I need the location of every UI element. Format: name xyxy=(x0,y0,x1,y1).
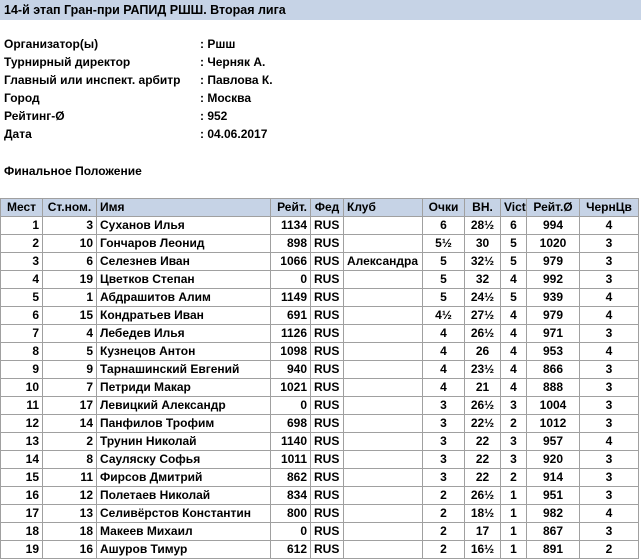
cell-points: 4 xyxy=(423,325,465,343)
cell-points: 5½ xyxy=(423,235,465,253)
cell-federation: RUS xyxy=(311,271,344,289)
cell-federation: RUS xyxy=(311,289,344,307)
info-label: Город xyxy=(4,91,40,105)
cell-federation: RUS xyxy=(311,235,344,253)
cell-club xyxy=(344,379,423,397)
table-row xyxy=(1,379,639,397)
cell-club xyxy=(344,541,423,559)
cell-buchholz: 30 xyxy=(465,235,501,253)
cell-place: 17 xyxy=(1,505,43,523)
table-row xyxy=(1,523,639,541)
cell-club xyxy=(344,415,423,433)
cell-black-white: 3 xyxy=(580,253,639,271)
table-row xyxy=(1,271,639,289)
table-row xyxy=(1,343,639,361)
cell-rating: 691 xyxy=(271,307,311,325)
cell-federation: RUS xyxy=(311,433,344,451)
cell-black-white: 3 xyxy=(580,523,639,541)
cell-avg-rating: 953 xyxy=(527,343,580,361)
cell-buchholz: 28½ xyxy=(465,217,501,235)
cell-buchholz: 26 xyxy=(465,343,501,361)
cell-federation: RUS xyxy=(311,217,344,235)
cell-name: Ашуров Тимур xyxy=(97,541,271,559)
cell-black-white: 4 xyxy=(580,307,639,325)
cell-name: Селивёрстов Константин xyxy=(97,505,271,523)
cell-federation: RUS xyxy=(311,307,344,325)
cell-black-white: 3 xyxy=(580,451,639,469)
column-header-club: Клуб xyxy=(344,199,423,217)
cell-buchholz: 16½ xyxy=(465,541,501,559)
info-value: : Москва xyxy=(200,91,252,105)
column-header-avg-rating: Рейт.Ø xyxy=(527,199,580,217)
cell-club xyxy=(344,361,423,379)
cell-start-number: 6 xyxy=(43,253,97,271)
cell-place: 8 xyxy=(1,343,43,361)
cell-place: 1 xyxy=(1,217,43,235)
cell-start-number: 11 xyxy=(43,469,97,487)
cell-name: Селезнев Иван xyxy=(97,253,271,271)
cell-victories: 5 xyxy=(501,253,527,271)
info-label: Организатор(ы) xyxy=(4,37,99,51)
info-value: : 952 xyxy=(200,109,228,123)
cell-start-number: 17 xyxy=(43,397,97,415)
cell-buchholz: 22 xyxy=(465,469,501,487)
cell-start-number: 4 xyxy=(43,325,97,343)
cell-start-number: 3 xyxy=(43,217,97,235)
cell-rating: 898 xyxy=(271,235,311,253)
cell-avg-rating: 867 xyxy=(527,523,580,541)
cell-name: Панфилов Трофим xyxy=(97,415,271,433)
cell-black-white: 3 xyxy=(580,415,639,433)
cell-avg-rating: 982 xyxy=(527,505,580,523)
cell-start-number: 14 xyxy=(43,415,97,433)
section-title: Финальное Положение xyxy=(4,164,142,178)
cell-start-number: 2 xyxy=(43,433,97,451)
cell-avg-rating: 957 xyxy=(527,433,580,451)
cell-buchholz: 32 xyxy=(465,271,501,289)
cell-name: Лебедев Илья xyxy=(97,325,271,343)
cell-federation: RUS xyxy=(311,253,344,271)
cell-victories: 4 xyxy=(501,325,527,343)
info-label: Рейтинг-Ø xyxy=(4,109,65,123)
cell-points: 6 xyxy=(423,217,465,235)
cell-name: Цветков Степан xyxy=(97,271,271,289)
column-header-rating: Рейт. xyxy=(271,199,311,217)
cell-federation: RUS xyxy=(311,397,344,415)
table-row xyxy=(1,325,639,343)
cell-place: 3 xyxy=(1,253,43,271)
cell-buchholz: 18½ xyxy=(465,505,501,523)
cell-avg-rating: 979 xyxy=(527,307,580,325)
cell-buchholz: 22 xyxy=(465,451,501,469)
cell-place: 9 xyxy=(1,361,43,379)
cell-avg-rating: 1020 xyxy=(527,235,580,253)
table-row xyxy=(1,217,639,235)
cell-name: Петриди Макар xyxy=(97,379,271,397)
table-row xyxy=(1,487,639,505)
cell-place: 11 xyxy=(1,397,43,415)
cell-rating: 1149 xyxy=(271,289,311,307)
cell-federation: RUS xyxy=(311,379,344,397)
column-header-buchholz: ВН. xyxy=(465,199,501,217)
info-value: : 04.06.2017 xyxy=(200,127,268,141)
cell-club xyxy=(344,433,423,451)
cell-victories: 5 xyxy=(501,289,527,307)
cell-buchholz: 27½ xyxy=(465,307,501,325)
info-row xyxy=(4,125,273,143)
table-row xyxy=(1,235,639,253)
table-row xyxy=(1,541,639,559)
cell-name: Сауляску Софья xyxy=(97,451,271,469)
cell-points: 3 xyxy=(423,415,465,433)
cell-buchholz: 22 xyxy=(465,433,501,451)
cell-victories: 1 xyxy=(501,541,527,559)
cell-rating: 0 xyxy=(271,523,311,541)
cell-buchholz: 17 xyxy=(465,523,501,541)
cell-black-white: 4 xyxy=(580,289,639,307)
cell-name: Кондратьев Иван xyxy=(97,307,271,325)
cell-federation: RUS xyxy=(311,451,344,469)
cell-club xyxy=(344,523,423,541)
column-header-black-white: ЧернЦв xyxy=(580,199,639,217)
cell-black-white: 3 xyxy=(580,235,639,253)
cell-victories: 1 xyxy=(501,505,527,523)
cell-federation: RUS xyxy=(311,523,344,541)
cell-place: 16 xyxy=(1,487,43,505)
cell-federation: RUS xyxy=(311,487,344,505)
cell-victories: 4 xyxy=(501,271,527,289)
cell-points: 2 xyxy=(423,523,465,541)
cell-victories: 5 xyxy=(501,235,527,253)
cell-start-number: 19 xyxy=(43,271,97,289)
cell-black-white: 3 xyxy=(580,325,639,343)
table-row xyxy=(1,505,639,523)
cell-club xyxy=(344,469,423,487)
cell-points: 2 xyxy=(423,487,465,505)
cell-rating: 834 xyxy=(271,487,311,505)
tournament-info xyxy=(4,35,273,143)
table-row xyxy=(1,253,639,271)
cell-rating: 1021 xyxy=(271,379,311,397)
cell-avg-rating: 914 xyxy=(527,469,580,487)
cell-name: Левицкий Александр xyxy=(97,397,271,415)
cell-avg-rating: 920 xyxy=(527,451,580,469)
cell-club xyxy=(344,235,423,253)
cell-place: 12 xyxy=(1,415,43,433)
cell-name: Макеев Михаил xyxy=(97,523,271,541)
column-header-place: Мест xyxy=(1,199,43,217)
cell-club xyxy=(344,397,423,415)
column-header-victories: Vict xyxy=(501,199,527,217)
cell-rating: 1134 xyxy=(271,217,311,235)
cell-victories: 1 xyxy=(501,523,527,541)
cell-black-white: 2 xyxy=(580,541,639,559)
cell-points: 2 xyxy=(423,505,465,523)
cell-buchholz: 26½ xyxy=(465,487,501,505)
cell-rating: 0 xyxy=(271,397,311,415)
cell-club xyxy=(344,487,423,505)
cell-victories: 6 xyxy=(501,217,527,235)
cell-name: Тарнашинский Евгений xyxy=(97,361,271,379)
cell-rating: 612 xyxy=(271,541,311,559)
cell-place: 6 xyxy=(1,307,43,325)
cell-black-white: 3 xyxy=(580,487,639,505)
cell-buchholz: 24½ xyxy=(465,289,501,307)
cell-start-number: 16 xyxy=(43,541,97,559)
cell-black-white: 4 xyxy=(580,343,639,361)
page-title: 14-й этап Гран-при РАПИД РШШ. Вторая лига xyxy=(0,0,641,20)
cell-rating: 698 xyxy=(271,415,311,433)
info-row xyxy=(4,53,273,71)
cell-avg-rating: 979 xyxy=(527,253,580,271)
cell-club xyxy=(344,343,423,361)
info-row xyxy=(4,71,273,89)
cell-black-white: 3 xyxy=(580,361,639,379)
cell-points: 2 xyxy=(423,541,465,559)
cell-black-white: 3 xyxy=(580,271,639,289)
cell-points: 5 xyxy=(423,289,465,307)
cell-start-number: 5 xyxy=(43,343,97,361)
cell-name: Гончаров Леонид xyxy=(97,235,271,253)
cell-federation: RUS xyxy=(311,343,344,361)
cell-avg-rating: 939 xyxy=(527,289,580,307)
cell-rating: 1098 xyxy=(271,343,311,361)
cell-avg-rating: 951 xyxy=(527,487,580,505)
cell-name: Суханов Илья xyxy=(97,217,271,235)
column-header-start-number: Ст.ном. xyxy=(43,199,97,217)
cell-buchholz: 26½ xyxy=(465,325,501,343)
cell-club xyxy=(344,451,423,469)
column-header-name: Имя xyxy=(97,199,271,217)
table-header-row xyxy=(1,199,639,217)
cell-victories: 3 xyxy=(501,451,527,469)
cell-place: 5 xyxy=(1,289,43,307)
cell-start-number: 1 xyxy=(43,289,97,307)
cell-place: 18 xyxy=(1,523,43,541)
cell-points: 4 xyxy=(423,379,465,397)
table-row xyxy=(1,451,639,469)
cell-club xyxy=(344,289,423,307)
cell-victories: 4 xyxy=(501,379,527,397)
cell-federation: RUS xyxy=(311,469,344,487)
cell-start-number: 12 xyxy=(43,487,97,505)
cell-avg-rating: 891 xyxy=(527,541,580,559)
info-row xyxy=(4,89,273,107)
cell-club xyxy=(344,271,423,289)
cell-victories: 2 xyxy=(501,415,527,433)
cell-place: 10 xyxy=(1,379,43,397)
cell-federation: RUS xyxy=(311,505,344,523)
cell-black-white: 4 xyxy=(580,217,639,235)
cell-start-number: 7 xyxy=(43,379,97,397)
table-row xyxy=(1,397,639,415)
cell-club: Александра xyxy=(344,253,423,271)
cell-black-white: 3 xyxy=(580,379,639,397)
cell-victories: 1 xyxy=(501,487,527,505)
cell-points: 3 xyxy=(423,451,465,469)
cell-rating: 1140 xyxy=(271,433,311,451)
cell-buchholz: 32½ xyxy=(465,253,501,271)
cell-place: 19 xyxy=(1,541,43,559)
cell-points: 4 xyxy=(423,361,465,379)
cell-club xyxy=(344,217,423,235)
cell-club xyxy=(344,325,423,343)
cell-name: Абдрашитов Алим xyxy=(97,289,271,307)
cell-black-white: 4 xyxy=(580,505,639,523)
cell-rating: 800 xyxy=(271,505,311,523)
cell-buchholz: 22½ xyxy=(465,415,501,433)
cell-federation: RUS xyxy=(311,541,344,559)
info-value: : Черняк А. xyxy=(200,55,266,69)
table-row xyxy=(1,469,639,487)
cell-place: 7 xyxy=(1,325,43,343)
cell-rating: 1126 xyxy=(271,325,311,343)
cell-victories: 3 xyxy=(501,397,527,415)
cell-place: 14 xyxy=(1,451,43,469)
cell-rating: 1066 xyxy=(271,253,311,271)
cell-federation: RUS xyxy=(311,361,344,379)
cell-name: Трунин Николай xyxy=(97,433,271,451)
info-label: Турнирный директор xyxy=(4,55,131,69)
table-row xyxy=(1,361,639,379)
cell-black-white: 3 xyxy=(580,469,639,487)
cell-avg-rating: 994 xyxy=(527,217,580,235)
cell-place: 4 xyxy=(1,271,43,289)
cell-start-number: 18 xyxy=(43,523,97,541)
cell-victories: 3 xyxy=(501,433,527,451)
cell-points: 5 xyxy=(423,253,465,271)
cell-start-number: 13 xyxy=(43,505,97,523)
cell-place: 2 xyxy=(1,235,43,253)
cell-start-number: 10 xyxy=(43,235,97,253)
cell-rating: 0 xyxy=(271,271,311,289)
table-row xyxy=(1,415,639,433)
table-row xyxy=(1,433,639,451)
cell-buchholz: 26½ xyxy=(465,397,501,415)
cell-start-number: 9 xyxy=(43,361,97,379)
info-value: : Павлова К. xyxy=(200,73,273,87)
cell-points: 4 xyxy=(423,343,465,361)
cell-name: Кузнецов Антон xyxy=(97,343,271,361)
info-label: Дата xyxy=(4,127,32,141)
standings-table xyxy=(0,198,639,559)
cell-avg-rating: 992 xyxy=(527,271,580,289)
cell-victories: 4 xyxy=(501,361,527,379)
cell-avg-rating: 1012 xyxy=(527,415,580,433)
cell-club xyxy=(344,307,423,325)
cell-black-white: 3 xyxy=(580,397,639,415)
column-header-points: Очки xyxy=(423,199,465,217)
cell-victories: 4 xyxy=(501,307,527,325)
cell-name: Полетаев Николай xyxy=(97,487,271,505)
cell-place: 13 xyxy=(1,433,43,451)
cell-rating: 862 xyxy=(271,469,311,487)
table-row xyxy=(1,289,639,307)
column-header-federation: Фед xyxy=(311,199,344,217)
cell-start-number: 15 xyxy=(43,307,97,325)
info-label: Главный или инспект. арбитр xyxy=(4,73,181,87)
cell-points: 5 xyxy=(423,271,465,289)
cell-avg-rating: 888 xyxy=(527,379,580,397)
cell-start-number: 8 xyxy=(43,451,97,469)
cell-avg-rating: 866 xyxy=(527,361,580,379)
cell-rating: 1011 xyxy=(271,451,311,469)
cell-buchholz: 21 xyxy=(465,379,501,397)
cell-place: 15 xyxy=(1,469,43,487)
cell-black-white: 4 xyxy=(580,433,639,451)
cell-buchholz: 23½ xyxy=(465,361,501,379)
cell-avg-rating: 1004 xyxy=(527,397,580,415)
info-row xyxy=(4,35,273,53)
table-row xyxy=(1,307,639,325)
cell-name: Фирсов Дмитрий xyxy=(97,469,271,487)
cell-club xyxy=(344,505,423,523)
info-value: : Ршш xyxy=(200,37,236,51)
cell-victories: 2 xyxy=(501,469,527,487)
info-row xyxy=(4,107,273,125)
cell-points: 3 xyxy=(423,469,465,487)
cell-rating: 940 xyxy=(271,361,311,379)
cell-points: 3 xyxy=(423,433,465,451)
cell-points: 3 xyxy=(423,397,465,415)
cell-points: 4½ xyxy=(423,307,465,325)
cell-federation: RUS xyxy=(311,415,344,433)
cell-avg-rating: 971 xyxy=(527,325,580,343)
cell-victories: 4 xyxy=(501,343,527,361)
cell-federation: RUS xyxy=(311,325,344,343)
